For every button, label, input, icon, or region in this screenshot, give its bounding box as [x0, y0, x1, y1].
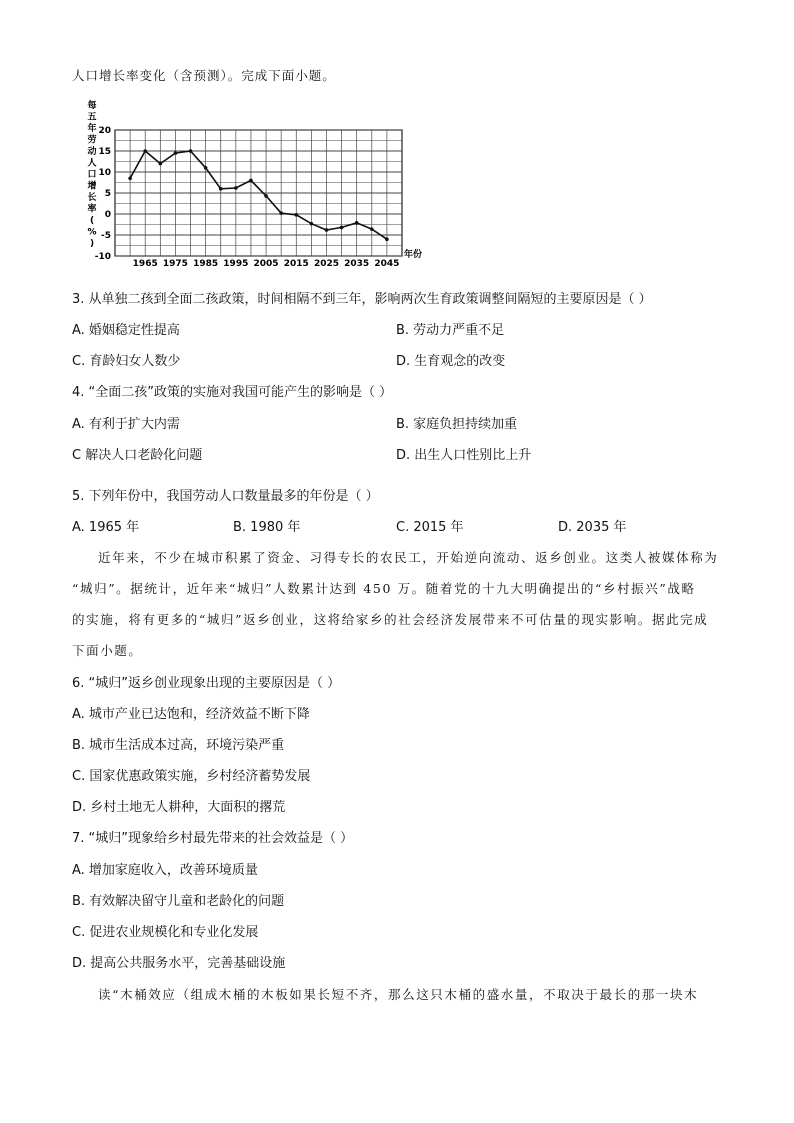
- x-tick-label: 1995: [223, 259, 249, 268]
- chart-grid: [115, 130, 402, 256]
- q7-option-d[interactable]: D. 提高公共服务水平，完善基础设施: [72, 956, 286, 971]
- q7-option-b[interactable]: B. 有效解决留守儿童和老龄化的问题: [72, 894, 285, 909]
- data-point: [234, 186, 238, 190]
- y-axis-title-char: 口: [87, 170, 97, 180]
- y-tick-label: 5: [104, 189, 111, 199]
- labor-growth-chart: [72, 96, 432, 268]
- q3-stem: 3. 从单独二孩到全面二孩政策，时间相隔不到三年，影响两次生育政策调整间隔短的主要原因是（ ）: [72, 292, 652, 307]
- q4-option-d[interactable]: D. 出生人口性别比上升: [396, 448, 532, 463]
- q4-option-c[interactable]: C 解决人口老龄化问题: [72, 448, 203, 463]
- data-point: [204, 166, 208, 170]
- passage-line-1: 近年来，不少在城市积累了资金、习得专长的农民工，开始逆向流动、返乡创业。这类人被媒体称为: [98, 550, 719, 565]
- passage-line-3: 的实施，将有更多的“城归”返乡创业，这将给家乡的社会经济发展带来不可估量的现实影响。据此完成: [72, 612, 709, 627]
- y-axis-title-char: (: [89, 216, 95, 226]
- y-tick-label: 10: [98, 168, 111, 178]
- q5-option-c[interactable]: C. 2015 年: [396, 520, 464, 535]
- data-point: [143, 149, 147, 153]
- x-tick-label: 1965: [132, 259, 158, 268]
- y-tick-label: -10: [94, 252, 111, 262]
- y-tick-label: -5: [101, 231, 111, 241]
- q5-option-b[interactable]: B. 1980 年: [233, 520, 301, 535]
- q6-stem: 6. “城归”返乡创业现象出现的主要原因是（ ）: [72, 676, 341, 691]
- q7-option-a[interactable]: A. 增加家庭收入，改善环境质量: [72, 863, 258, 878]
- x-tick-label: 1985: [193, 259, 219, 268]
- x-tick-label: 2005: [253, 259, 279, 268]
- x-tick-label: 2025: [313, 259, 340, 268]
- q7-option-c[interactable]: C. 促进农业规模化和专业化发展: [72, 925, 259, 940]
- q4-option-a[interactable]: A. 有利于扩大内需: [72, 417, 180, 432]
- x-tick-label: 1975: [162, 259, 188, 268]
- q4-stem: 4. “全面二孩”政策的实施对我国可能产生的影响是（ ）: [72, 385, 393, 400]
- q6-option-b[interactable]: B. 城市生活成本过高，环境污染严重: [72, 738, 285, 753]
- last-line: 读“木桶效应（组成木桶的木板如果长短不齐，那么这只木桶的盛水量，不取决于最长的那一块木: [98, 987, 699, 1002]
- data-point: [264, 194, 268, 198]
- data-point: [189, 149, 193, 153]
- q4-option-b[interactable]: B. 家庭负担持续加重: [396, 417, 518, 432]
- x-tick-label: 2045: [374, 259, 400, 268]
- y-axis-title-char: 动: [87, 147, 97, 157]
- data-point: [249, 179, 253, 183]
- y-axis-title-char: 年: [87, 124, 97, 134]
- q6-option-d[interactable]: D. 乡村土地无人耕种，大面积的撂荒: [72, 800, 286, 815]
- y-tick-label: 15: [98, 147, 111, 157]
- y-axis-title-char: ): [89, 239, 95, 249]
- q3-option-a[interactable]: A. 婚姻稳定性提高: [72, 323, 180, 338]
- passage-line-2: “城归”。据统计，近年来“城归”人数累计达到 450 万。随着党的十九大明确提出的“乡村振兴”战略: [72, 581, 696, 596]
- data-point: [294, 213, 298, 217]
- y-axis-title-char: 增: [87, 181, 97, 192]
- series-line: [130, 151, 387, 239]
- y-axis-title-char: 长: [87, 193, 97, 203]
- q6-option-c[interactable]: C. 国家优惠政策实施，乡村经济蓄势发展: [72, 769, 311, 784]
- y-axis-title-char: 每: [87, 101, 97, 111]
- q5-option-d[interactable]: D. 2035 年: [558, 520, 627, 535]
- q7-stem: 7. “城归”现象给乡村最先带来的社会效益是（ ）: [72, 831, 354, 846]
- data-point: [279, 211, 283, 215]
- y-axis-title-char: 率: [87, 204, 97, 215]
- y-axis-title-char: %: [87, 227, 97, 238]
- q3-option-b[interactable]: B. 劳动力严重不足: [396, 323, 505, 338]
- y-tick-labels: [95, 126, 111, 262]
- x-tick-label: 2015: [283, 259, 309, 268]
- q3-option-d[interactable]: D. 生育观念的改变: [396, 354, 506, 369]
- y-tick-label: 20: [98, 126, 111, 136]
- y-tick-label: 0: [104, 210, 111, 220]
- q6-option-a[interactable]: A. 城市产业已达饱和，经济效益不断下降: [72, 707, 310, 722]
- passage-line-4: 下面小题。: [72, 643, 143, 658]
- series-points: [128, 149, 388, 241]
- data-point: [340, 226, 344, 230]
- data-point: [355, 221, 359, 225]
- q5-stem: 5. 下列年份中，我国劳动人口数量最多的年份是（ ）: [72, 489, 379, 504]
- data-point: [325, 228, 329, 232]
- data-point: [385, 237, 389, 241]
- data-point: [370, 227, 374, 231]
- data-point: [310, 222, 314, 226]
- y-axis-title: [87, 99, 96, 249]
- x-tick-label: 2035: [344, 259, 370, 268]
- intro-text: 人口增长率变化（含预测）。完成下面小题。: [72, 68, 336, 83]
- data-point: [128, 177, 132, 181]
- y-axis-title-char: 人: [87, 158, 97, 169]
- q5-option-a[interactable]: A. 1965 年: [72, 520, 140, 535]
- data-point: [174, 151, 178, 155]
- data-point: [219, 187, 223, 191]
- y-axis-title-char: 劳: [87, 135, 97, 146]
- data-point: [159, 162, 163, 166]
- x-axis-label: 年份: [404, 250, 423, 260]
- y-axis-title-char: 五: [87, 112, 97, 123]
- x-tick-labels: [133, 259, 400, 268]
- q3-option-c[interactable]: C. 育龄妇女人数少: [72, 354, 181, 369]
